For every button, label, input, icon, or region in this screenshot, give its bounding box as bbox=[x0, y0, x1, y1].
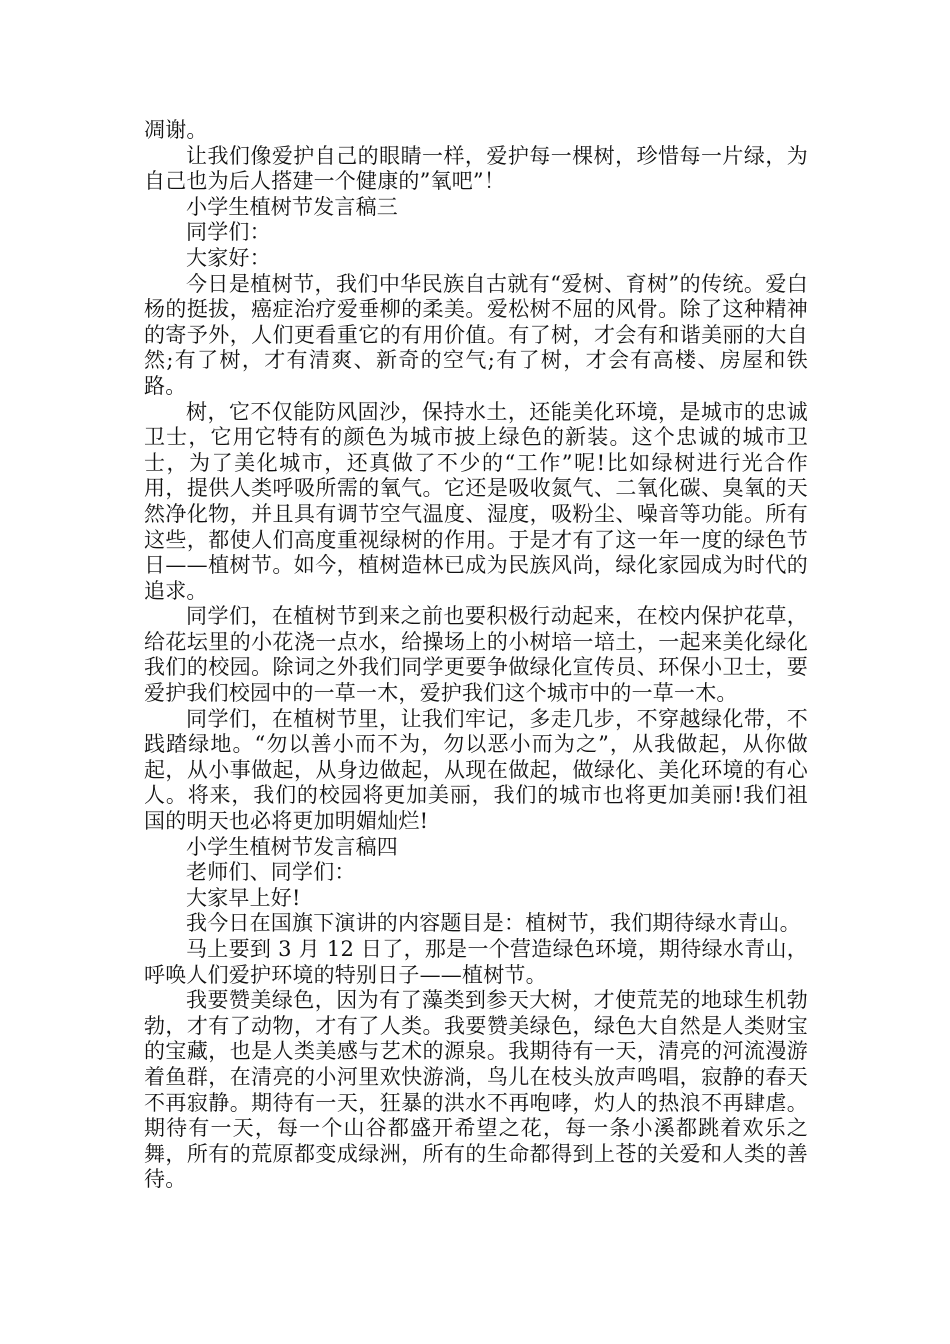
document-body bbox=[144, 118, 808, 1193]
paragraph-13: 我今日在国旗下演讲的内容题目是：植树节，我们期待绿水青山。 bbox=[186, 911, 801, 936]
salutation-students: 同学们： bbox=[186, 220, 271, 245]
salutation-teachers-students: 老师们、同学们： bbox=[186, 860, 356, 885]
paragraph-15: 我要赞美绿色，因为有了藻类到参天大树，才使荒芜的地球生机勃勃，才有了动物，才有了人类。我要赞美绿色，绿色大自然是人类财宝的宝藏，也是人类美感与艺术的源泉。我期待有一天，清亮的河流漫游着鱼群，在清亮的小河里欢快游淌，鸟儿在枝头放声鸣唱，寂静的春天不再寂静。期待有一天，狂暴的洪水不再咆哮，灼人的热浪不再肆虐。期待有一天，每一个山谷都盛开希望之花，每一条小溪都跳着欢乐之舞，所有的荒原都变成绿洲，所有的生命都得到上苍的关爱和人类的善待。 bbox=[144, 988, 808, 1192]
greeting-hello: 大家好： bbox=[186, 245, 271, 270]
paragraph-2: 让我们像爱护自己的眼睛一样，爱护每一棵树，珍惜每一片绿，为自己也为后人搭建一个健康的”氧吧”！ bbox=[144, 143, 808, 194]
section-heading-3: 小学生植树节发言稿三 bbox=[186, 194, 398, 219]
paragraph-7: 树，它不仅能防风固沙，保持水土，还能美化环境，是城市的忠诚卫士，它用它特有的颜色为城市披上绿色的新装。这个忠诚的城市卫士，为了美化城市，还真做了不少的“工作”呢!比如绿树进行光合作用，提供人类呼吸所需的氧气。它还是吸收氮气、二氧化碳、臭氧的天然净化物，并且具有调节空气温度、湿度，吸粉尘、噪音等功能。所有这些，都使人们高度重视绿树的作用。于是才有了这一年一度的绿色节日——植树节。如今，植树造林已成为民族风尚，绿化家园成为时代的追求。 bbox=[144, 399, 808, 603]
paragraph-14: 马上要到 3 月 12 日了，那是一个营造绿色环境，期待绿水青山，呼唤人们爱护环境的特别日子——植树节。 bbox=[144, 937, 808, 987]
paragraph-9: 同学们，在植树节里，让我们牢记，多走几步，不穿越绿化带，不践踏绿地。“勿以善小而不为，勿以恶小而为之”，从我做起，从你做起，从小事做起，从身边做起，从现在做起，做绿化、美化环境的有心人。将来，我们的校园将更加美丽，我们的城市也将更加美丽!我们祖国的明天也必将更加明媚灿烂! bbox=[144, 706, 808, 834]
paragraph-6: 今日是植树节，我们中华民族自古就有“爱树、育树”的传统。爱白杨的挺拔，癌症治疗爱垂柳的柔美。爱松树不屈的风骨。除了这种精神的寄予外，人们更看重它的有用价值。有了树，才会有和谐美丽的大自然;有了树，才有清爽、新奇的空气;有了树，才会有高楼、房屋和铁路。 bbox=[144, 271, 808, 398]
section-heading-4: 小学生植树节发言稿四 bbox=[186, 834, 398, 859]
greeting-good-morning: 大家早上好! bbox=[186, 885, 301, 910]
paragraph-8: 同学们，在植树节到来之前也要积极行动起来，在校内保护花草，给花坛里的小花浇一点水，给操场上的小树培一培土，一起来美化绿化我们的校园。除词之外我们同学更要争做绿化宣传员、环保小卫士，要爱护我们校园中的一草一木，爱护我们这个城市中的一草一木。 bbox=[144, 604, 808, 706]
paragraph-1: 凋谢。 bbox=[144, 118, 208, 142]
